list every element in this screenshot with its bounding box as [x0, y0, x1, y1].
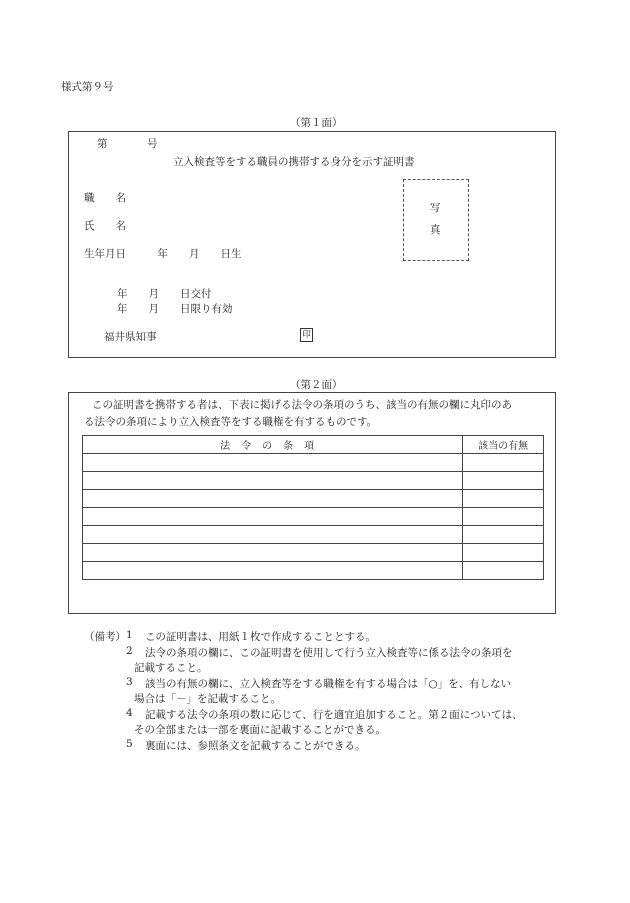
form-number: 様式第９号 [61, 81, 114, 93]
law-table [82, 435, 544, 580]
table-row [83, 526, 544, 544]
note-2-line-2: 記載すること。 [134, 662, 208, 674]
field-name: 氏 名 [84, 220, 126, 232]
certificate-title: 立入検査等をする職員の携帯する身分を示す証明書 [173, 156, 415, 168]
side1-heading: （第１面） [290, 117, 343, 129]
note-4-line-2: その全部または一部を裏面に記載することができる。 [134, 724, 386, 736]
notes-label: （備考） [84, 631, 126, 643]
side2-intro-line1: この証明書を携帯する者は、下表に掲げる法令の条項のうち、該当の有無の欄に丸印のあ [92, 399, 512, 411]
note-1-number: 1 [126, 629, 133, 641]
note-1-line-1: この証明書は、用紙１枚で作成することとする。 [145, 631, 376, 643]
note-5-line-1: 裏面には、参照条文を記載することができる。 [145, 740, 366, 752]
applicable-cell [463, 526, 544, 544]
table-row [83, 508, 544, 526]
law-provision-cell [83, 490, 463, 508]
photo-box [403, 179, 469, 261]
note-2-line-1: 法令の条項の欄に、この証明書を使用して行う立入検査等に係る法令の条項を [145, 647, 513, 659]
law-provision-cell [83, 508, 463, 526]
applicable-cell [463, 508, 544, 526]
certificate-number-label: 第 [97, 138, 108, 150]
valid-until: 年 月 日限り有効 [117, 303, 233, 315]
side2-intro-line2: る法令の条項により立入検査等をする職権を有するものです。 [84, 416, 378, 428]
note-4-number: 4 [126, 707, 133, 719]
table-row [83, 544, 544, 562]
field-position: 職 名 [84, 192, 126, 204]
table-row [83, 472, 544, 490]
issuer: 福井県知事 [104, 331, 157, 343]
issue-date: 年 月 日交付 [117, 288, 212, 300]
applicable-cell [463, 454, 544, 472]
applicable-cell [463, 472, 544, 490]
note-3-line-1: 該当の有無の欄に、立入検査等をする職権を有する場合は「○」を、有しない [145, 678, 512, 690]
side2-heading: （第２面） [290, 379, 343, 391]
applicable-cell [463, 562, 544, 580]
applicable-cell [463, 490, 544, 508]
law-provision-cell [83, 526, 463, 544]
note-3-number: 3 [126, 676, 133, 688]
applicable-cell [463, 544, 544, 562]
note-3-line-2: 場合は「－」を記載すること。 [134, 693, 281, 705]
law-provision-cell [83, 562, 463, 580]
photo-label-2: 真 [430, 224, 441, 236]
table-row [83, 490, 544, 508]
note-2-number: 2 [126, 645, 133, 657]
certificate-number-suffix: 号 [147, 138, 158, 150]
header-applicable: 該当の有無 [463, 436, 544, 454]
law-provision-cell [83, 544, 463, 562]
photo-label-1: 写 [430, 202, 441, 214]
field-birthdate: 生年月日 年 月 日生 [84, 248, 242, 260]
table-row [83, 562, 544, 580]
header-law-provision: 法令の条項 [83, 436, 463, 454]
law-provision-cell [83, 454, 463, 472]
table-row [83, 454, 544, 472]
seal-mark: 印 [300, 328, 313, 342]
law-provision-cell [83, 472, 463, 490]
table-header-row [83, 436, 544, 454]
note-5-number: 5 [126, 738, 133, 750]
note-4-line-1: 記載する法令の条項の数に応じて、行を適宜追加すること。第２面については、 [145, 709, 523, 721]
